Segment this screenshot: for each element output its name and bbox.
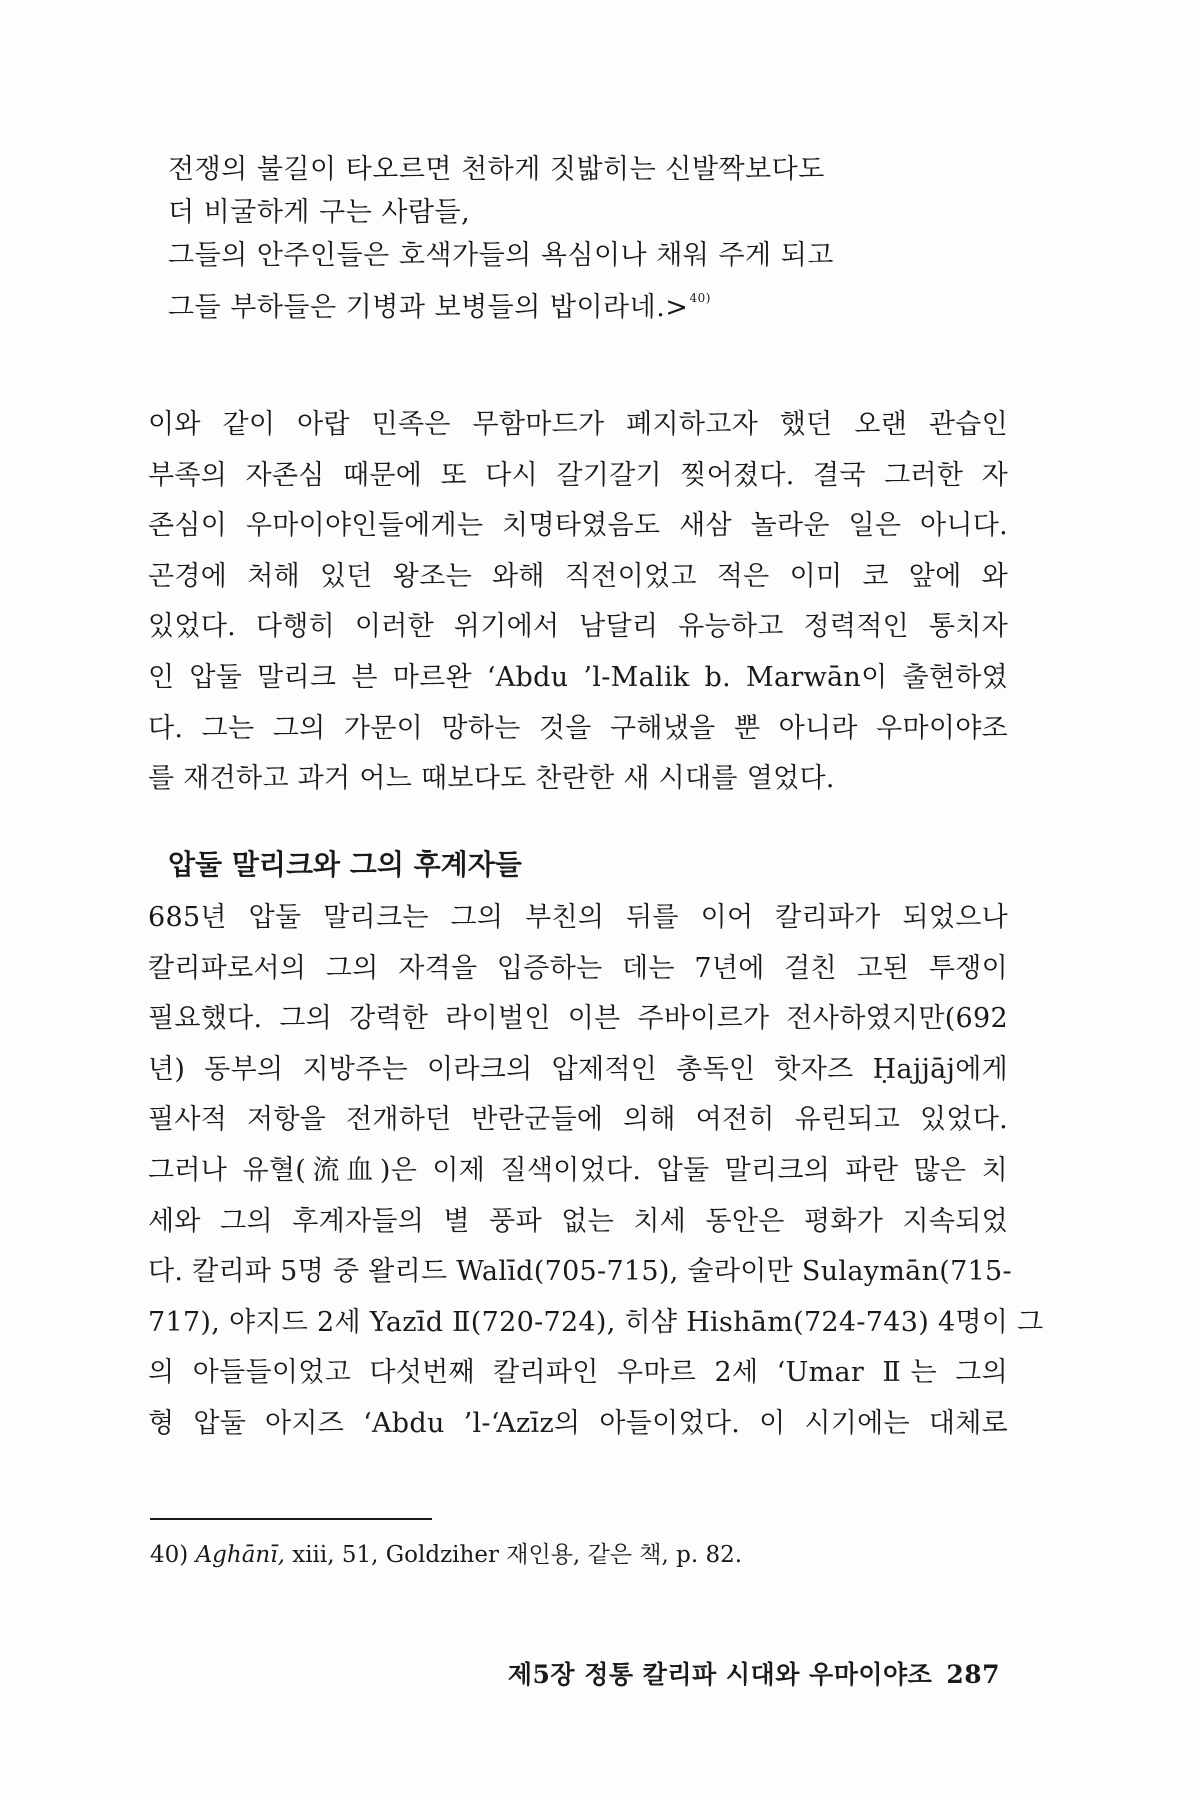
verse-line-text: 그들 부하들은 기병과 보병들의 밥이라네.>: [168, 292, 689, 323]
paragraph-line: 인 압둘 말리크 븐 마르완 ‘Abdu ’l-Malik b. Marwān이 출현하였: [148, 661, 1008, 693]
verse-line: 그들의 안주인들은 호색가들의 욕심이나 채워 주게 되고: [168, 240, 834, 271]
paragraph-line: 685년 압둘 말리크는 그의 부친의 뒤를 이어 칼리파가 되었으나: [148, 902, 1008, 933]
running-title: 제5장 정통 칼리파 시대와 우마이야조: [507, 1660, 933, 1689]
paragraph-line: 형 압둘 아지즈 ‘Abdu ’l-‘Azīz의 아들이었다. 이 시기에는 대체로: [148, 1407, 1008, 1439]
paragraph-line: 칼리파로서의 그의 자격을 입증하는 데는 7년에 걸친 고된 투쟁이: [148, 952, 1008, 984]
paragraph-line: 부족의 자존심 때문에 또 다시 갈기갈기 찢어졌다. 결국 그러한 자: [148, 459, 1008, 491]
paragraph-line: 다. 그는 그의 가문이 망하는 것을 구해냈을 뿐 아니라 우마이야조: [148, 712, 1008, 744]
running-footer: [508, 1655, 1000, 1691]
paragraph-line: 년) 동부의 지방주는 이라크의 압제적인 총독인 핫자즈 Ḥajjāj에게: [148, 1053, 1008, 1085]
footnote: [150, 1536, 742, 1569]
page-number: 287: [946, 1660, 1000, 1689]
paragraph-line: 를 재건하고 과거 어느 때보다도 찬란한 새 시대를 열었다.: [148, 763, 835, 795]
paragraph-line: 이와 같이 아랍 민족은 무함마드가 폐지하고자 했던 오랜 관습인: [148, 409, 1008, 440]
verse-line: [168, 277, 1028, 323]
paragraph-line: 다. 칼리파 5명 중 왈리드 Walīd(705-715), 술라이만 Sulaymān(715-: [148, 1256, 1012, 1288]
footnote-reference: 40): [689, 291, 711, 305]
footnote-text: xiii, 51, Goldziher 재인용, 같은 책, p. 82.: [284, 1542, 743, 1568]
verse-line: 더 비굴하게 구는 사람들,: [168, 197, 471, 228]
paragraph-line: 있었다. 다행히 이러한 위기에서 남달리 유능하고 정력적인 통치자: [148, 611, 1008, 643]
footnote-divider: [150, 1518, 432, 1520]
body-paragraph-2: [148, 893, 1044, 1450]
paragraph-line: 세와 그의 후계자들의 별 풍파 없는 치세 동안은 평화가 지속되었: [148, 1205, 1008, 1237]
paragraph-line: 존심이 우마이야인들에게는 치명타였음도 새삼 놀라운 일은 아니다.: [148, 510, 1008, 542]
paragraph-line: 의 아들들이었고 다섯번째 칼리파인 우마르 2세 ‘Umar Ⅱ는 그의: [148, 1357, 1008, 1389]
paragraph-line: 필사적 저항을 전개하던 반란군들에 의해 여전히 유린되고 있었다.: [148, 1104, 1008, 1136]
body-paragraph-1: [148, 400, 1008, 805]
paragraph-line: 필요했다. 그의 강력한 라이벌인 이븐 주바이르가 전사하였지만(692: [148, 1003, 1008, 1035]
section-heading: 압둘 말리크와 그의 후계자들: [168, 848, 522, 881]
paragraph-line: 그러나 유혈(流血)은 이제 질색이었다. 압둘 말리크의 파란 많은 치: [148, 1154, 1008, 1186]
footnote-source: Aghānī,: [195, 1542, 285, 1568]
verse-quotation: [168, 148, 1028, 323]
verse-line: 전쟁의 불길이 타오르면 천하게 짓밟히는 신발짝보다도: [168, 154, 825, 185]
paragraph-line: 곤경에 처해 있던 왕조는 와해 직전이었고 적은 이미 코 앞에 와: [148, 560, 1008, 592]
footnote-number: 40): [150, 1542, 189, 1568]
paragraph-line: 717), 야지드 2세 Yazīd Ⅱ(720-724), 히샴 Hishām(724-743) 4명이 그: [148, 1306, 1044, 1338]
